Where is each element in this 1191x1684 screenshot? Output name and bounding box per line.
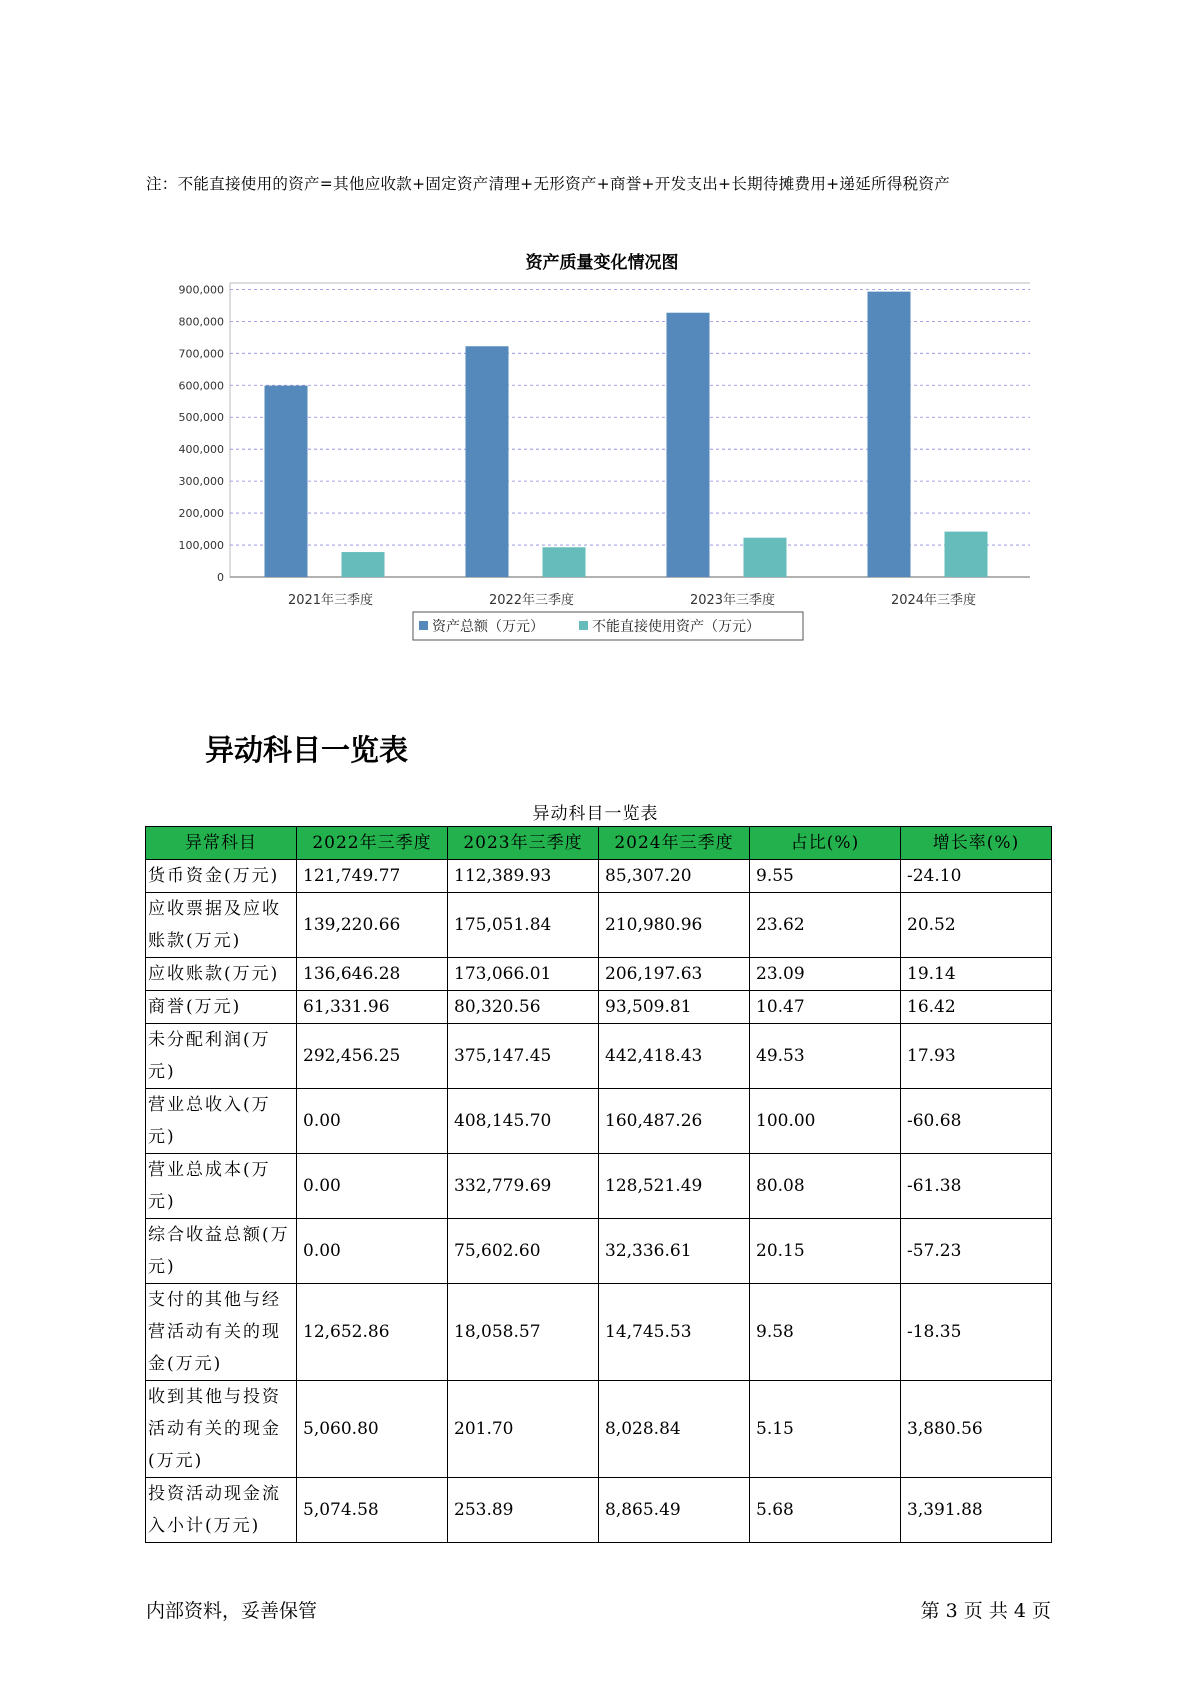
row-value-cell: 9.55 bbox=[750, 860, 901, 893]
table-row bbox=[146, 860, 1052, 893]
row-value-cell: 292,456.25 bbox=[297, 1024, 448, 1089]
y-tick-label: 500,000 bbox=[178, 411, 224, 425]
legend-swatch bbox=[419, 621, 428, 630]
bar-total-assets bbox=[265, 386, 308, 577]
row-value-cell: 85,307.20 bbox=[599, 860, 750, 893]
header-cell: 2023年三季度 bbox=[448, 827, 599, 860]
y-tick-label: 800,000 bbox=[178, 315, 224, 329]
row-value-cell: -60.68 bbox=[901, 1089, 1052, 1154]
row-value-cell: 332,779.69 bbox=[448, 1154, 599, 1219]
table-row bbox=[146, 893, 1052, 958]
row-value-cell: 112,389.93 bbox=[448, 860, 599, 893]
row-value-cell: 93,509.81 bbox=[599, 991, 750, 1024]
row-value-cell: 442,418.43 bbox=[599, 1024, 750, 1089]
header-cell: 占比(%) bbox=[750, 827, 901, 860]
row-value-cell: 17.93 bbox=[901, 1024, 1052, 1089]
row-value-cell: 5,060.80 bbox=[297, 1381, 448, 1478]
row-value-cell: 20.52 bbox=[901, 893, 1052, 958]
row-value-cell: 18,058.57 bbox=[448, 1284, 599, 1381]
row-value-cell: 128,521.49 bbox=[599, 1154, 750, 1219]
row-value-cell: 49.53 bbox=[750, 1024, 901, 1089]
table-row bbox=[146, 1089, 1052, 1154]
row-value-cell: 100.00 bbox=[750, 1089, 901, 1154]
header-cell: 异常科目 bbox=[146, 827, 297, 860]
row-value-cell: 16.42 bbox=[901, 991, 1052, 1024]
row-value-cell: -18.35 bbox=[901, 1284, 1052, 1381]
header-cell: 增长率(%) bbox=[901, 827, 1052, 860]
bar-total-assets bbox=[868, 292, 911, 577]
row-item-label: 收到其他与投资活动有关的现金(万元) bbox=[146, 1381, 297, 1478]
row-value-cell: 5.15 bbox=[750, 1381, 901, 1478]
row-value-cell: 5,074.58 bbox=[297, 1478, 448, 1543]
row-item-label: 综合收益总额(万元) bbox=[146, 1219, 297, 1284]
y-tick-label: 200,000 bbox=[178, 507, 224, 521]
row-item-label: 营业总收入(万元) bbox=[146, 1089, 297, 1154]
row-item-label: 投资活动现金流入小计(万元) bbox=[146, 1478, 297, 1543]
x-tick-label: 2024年三季度 bbox=[890, 593, 977, 608]
row-value-cell: 0.00 bbox=[297, 1154, 448, 1219]
table-row bbox=[146, 1381, 1052, 1478]
table-row bbox=[146, 1024, 1052, 1089]
row-value-cell: 201.70 bbox=[448, 1381, 599, 1478]
header-cell: 2024年三季度 bbox=[599, 827, 750, 860]
row-value-cell: 80,320.56 bbox=[448, 991, 599, 1024]
row-value-cell: 3,391.88 bbox=[901, 1478, 1052, 1543]
y-tick-label: 600,000 bbox=[178, 379, 224, 393]
y-tick-label: 300,000 bbox=[178, 475, 224, 489]
legend-swatch bbox=[579, 621, 588, 630]
footer-page-number: 第 3 页 共 4 页 bbox=[920, 1600, 1051, 1622]
formula-note: 注：不能直接使用的资产=其他应收款+固定资产清理+无形资产+商誉+开发支出+长期待摊费用+递延所得税资产 bbox=[146, 175, 951, 193]
y-tick-label: 100,000 bbox=[178, 539, 224, 553]
row-value-cell: 75,602.60 bbox=[448, 1219, 599, 1284]
row-value-cell: 173,066.01 bbox=[448, 958, 599, 991]
table-row bbox=[146, 991, 1052, 1024]
row-item-label: 货币资金(万元) bbox=[146, 860, 297, 893]
table-row bbox=[146, 1219, 1052, 1284]
row-value-cell: 12,652.86 bbox=[297, 1284, 448, 1381]
chart-title: 资产质量变化情况图 bbox=[525, 253, 679, 273]
row-value-cell: -61.38 bbox=[901, 1154, 1052, 1219]
y-tick-label: 700,000 bbox=[178, 347, 224, 361]
row-value-cell: 0.00 bbox=[297, 1219, 448, 1284]
row-value-cell: 5.68 bbox=[750, 1478, 901, 1543]
row-value-cell: 160,487.26 bbox=[599, 1089, 750, 1154]
row-value-cell: 375,147.45 bbox=[448, 1024, 599, 1089]
row-value-cell: 32,336.61 bbox=[599, 1219, 750, 1284]
table-row bbox=[146, 958, 1052, 991]
row-item-label: 未分配利润(万元) bbox=[146, 1024, 297, 1089]
section-title: 异动科目一览表 bbox=[205, 733, 409, 767]
row-value-cell: 14,745.53 bbox=[599, 1284, 750, 1381]
bar-unusable-assets bbox=[342, 552, 385, 577]
table-row bbox=[146, 1284, 1052, 1381]
header-cell: 2022年三季度 bbox=[297, 827, 448, 860]
row-value-cell: 175,051.84 bbox=[448, 893, 599, 958]
row-value-cell: 8,028.84 bbox=[599, 1381, 750, 1478]
row-value-cell: 408,145.70 bbox=[448, 1089, 599, 1154]
row-item-label: 商誉(万元) bbox=[146, 991, 297, 1024]
bar-total-assets bbox=[667, 313, 710, 577]
row-value-cell: 136,646.28 bbox=[297, 958, 448, 991]
row-value-cell: 9.58 bbox=[750, 1284, 901, 1381]
row-value-cell: 210,980.96 bbox=[599, 893, 750, 958]
x-tick-label: 2022年三季度 bbox=[488, 593, 575, 608]
x-tick-label: 2023年三季度 bbox=[689, 593, 776, 608]
table-row bbox=[146, 1478, 1052, 1543]
row-item-label: 支付的其他与经营活动有关的现金(万元) bbox=[146, 1284, 297, 1381]
row-item-label: 营业总成本(万元) bbox=[146, 1154, 297, 1219]
row-value-cell: 3,880.56 bbox=[901, 1381, 1052, 1478]
row-value-cell: -24.10 bbox=[901, 860, 1052, 893]
chart-svg bbox=[160, 250, 1030, 700]
y-tick-label: 900,000 bbox=[178, 283, 224, 297]
legend-label: 资产总额（万元） bbox=[432, 619, 544, 635]
row-item-label: 应收账款(万元) bbox=[146, 958, 297, 991]
table-row bbox=[146, 1154, 1052, 1219]
row-value-cell: 10.47 bbox=[750, 991, 901, 1024]
anomaly-table bbox=[145, 826, 1052, 1543]
legend-label: 不能直接使用资产（万元） bbox=[592, 619, 760, 635]
bar-unusable-assets bbox=[744, 538, 787, 577]
bar-total-assets bbox=[466, 346, 509, 577]
row-value-cell: 61,331.96 bbox=[297, 991, 448, 1024]
asset-quality-chart bbox=[160, 250, 1030, 700]
row-value-cell: -57.23 bbox=[901, 1219, 1052, 1284]
row-item-label: 应收票据及应收账款(万元) bbox=[146, 893, 297, 958]
row-value-cell: 206,197.63 bbox=[599, 958, 750, 991]
row-value-cell: 8,865.49 bbox=[599, 1478, 750, 1543]
row-value-cell: 121,749.77 bbox=[297, 860, 448, 893]
x-tick-label: 2021年三季度 bbox=[287, 593, 374, 608]
row-value-cell: 23.09 bbox=[750, 958, 901, 991]
y-tick-label: 0 bbox=[217, 571, 224, 584]
row-value-cell: 139,220.66 bbox=[297, 893, 448, 958]
table-caption: 异动科目一览表 bbox=[532, 804, 659, 824]
row-value-cell: 20.15 bbox=[750, 1219, 901, 1284]
table-header-row bbox=[146, 827, 1052, 860]
bar-unusable-assets bbox=[945, 532, 988, 577]
row-value-cell: 19.14 bbox=[901, 958, 1052, 991]
row-value-cell: 253.89 bbox=[448, 1478, 599, 1543]
row-value-cell: 80.08 bbox=[750, 1154, 901, 1219]
row-value-cell: 0.00 bbox=[297, 1089, 448, 1154]
bar-unusable-assets bbox=[543, 547, 586, 577]
footer-confidential: 内部资料，妥善保管 bbox=[146, 1600, 318, 1622]
y-tick-label: 400,000 bbox=[178, 443, 224, 457]
row-value-cell: 23.62 bbox=[750, 893, 901, 958]
